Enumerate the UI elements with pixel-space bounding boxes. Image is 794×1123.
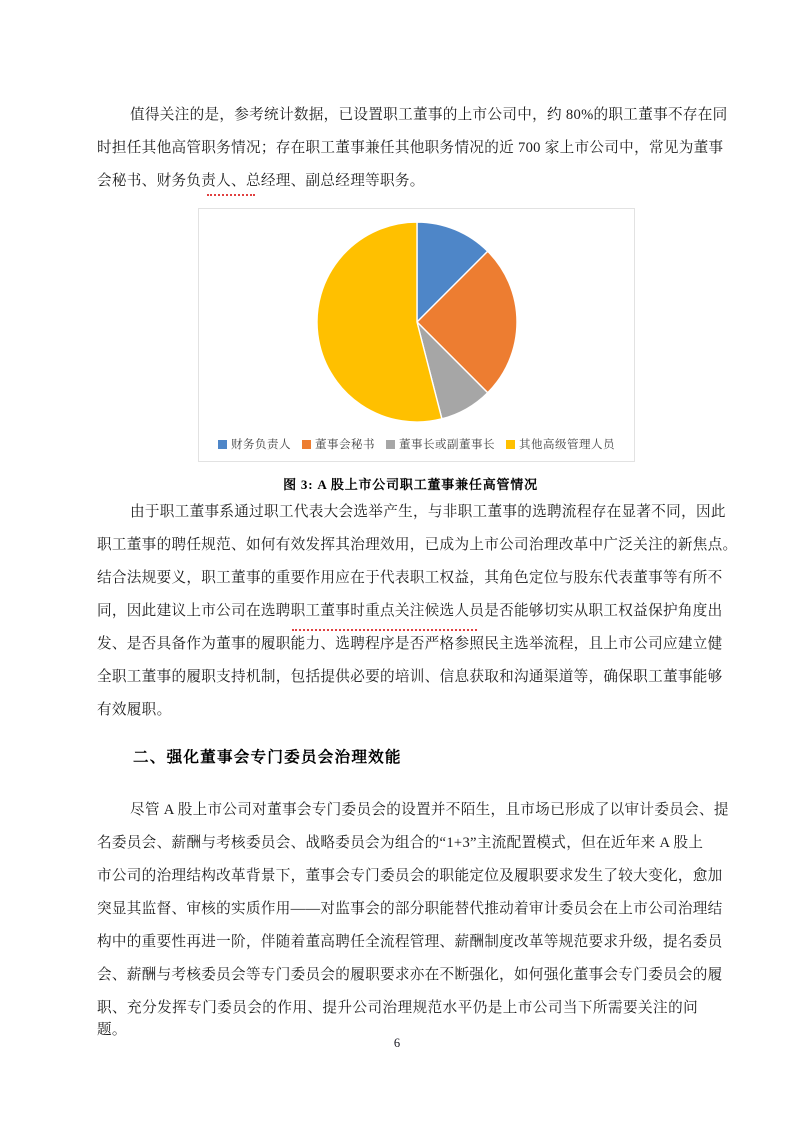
text-line: 发、是否具备作为董事的履职能力、选聘程序是否严格参照民主选举流程，且上市公司应建立健 bbox=[97, 636, 723, 652]
paragraph-special-committees bbox=[97, 799, 729, 1038]
text-line: 时担任其他高管职务情况；存在职工董事兼任其他职务情况的近 700 家上市公司中，常见为董事 bbox=[97, 140, 724, 156]
text-line: 会秘书、财务负责人、总经理、副总经理等职务。 bbox=[97, 173, 425, 189]
text-line: 突显其监督、审核的实质作用——对监事会的部分职能替代推动着审计委员会在上市公司治理结 bbox=[97, 901, 723, 917]
legend-swatch-gray-icon bbox=[386, 440, 395, 449]
chart-legend bbox=[199, 436, 634, 452]
page-number: 6 bbox=[393, 1036, 401, 1050]
text-line: 职工董事的聘任规范、如何有效发挥其治理效用，已成为上市公司治理改革中广泛关注的新焦点。 bbox=[97, 537, 738, 553]
text-line: 名委员会、薪酬与考核委员会、战略委员会为组合的“1+3”主流配置模式，但在近年来 A 股上 bbox=[97, 835, 704, 851]
text-line: 尽管 A 股上市公司对董事会专门委员会的设置并不陌生，且市场已形成了以审计委员会、提 bbox=[130, 802, 729, 818]
legend-label: 财务负责人 bbox=[231, 439, 291, 451]
paragraph-worker-director-stats bbox=[97, 104, 728, 203]
text-line: 会、薪酬与考核委员会等专门委员会的履职要求亦在不断强化，如何强化董事会专门委员会的履 bbox=[97, 967, 723, 983]
text-line: 结合法规要义，职工董事的重要作用应在于代表职工权益，其角色定位与股东代表董事等有所不 bbox=[97, 570, 723, 586]
paragraph-worker-director-governance bbox=[97, 501, 738, 732]
text-line: 职、充分发挥专门委员会的作用、提升公司治理规范水平仍是上市公司当下所需要关注的问题。 bbox=[97, 1000, 698, 1038]
figure-pie-chart-box bbox=[198, 208, 635, 462]
text-line: 构中的重要性再进一阶，伴随着董高聘任全流程管理、薪酬制度改革等规范要求升级，提名委员 bbox=[97, 934, 723, 950]
legend-item bbox=[218, 436, 291, 452]
legend-item bbox=[506, 436, 615, 452]
section-heading: 二、强化董事会专门委员会治理效能 bbox=[133, 749, 402, 766]
legend-item bbox=[386, 436, 495, 452]
legend-label: 其他高级管理人员 bbox=[519, 439, 615, 451]
legend-swatch-orange-icon bbox=[302, 440, 311, 449]
proofing-underline bbox=[207, 194, 255, 196]
legend-swatch-yellow-icon bbox=[506, 440, 515, 449]
legend-label: 董事会秘书 bbox=[315, 439, 375, 451]
text-line: 全职工董事的履职支持机制，包括提供必要的培训、信息获取和沟通渠道等，确保职工董事能够 bbox=[97, 669, 723, 685]
legend-item bbox=[302, 436, 375, 452]
text-line: 市公司的治理结构改革背景下，董事会专门委员会的职能定位及履职要求发生了较大变化，愈加 bbox=[97, 868, 723, 884]
legend-label: 董事长或副董事长 bbox=[399, 439, 495, 451]
text-line: 由于职工董事系通过职工代表大会选举产生，与非职工董事的选聘流程存在显著不同，因此 bbox=[130, 504, 726, 520]
text-line: 有效履职。 bbox=[97, 702, 172, 718]
text-line: 同，因此建议上市公司在选聘职工董事时重点关注候选人员是否能够切实从职工权益保护角度出 bbox=[97, 603, 723, 619]
pie-chart-svg bbox=[315, 220, 519, 424]
pie-chart bbox=[315, 220, 519, 424]
figure-caption: 图 3: A 股上市公司职工董事兼任高管情况 bbox=[283, 477, 538, 492]
legend-swatch-blue-icon bbox=[218, 440, 227, 449]
text-line: 值得关注的是，参考统计数据，已设置职工董事的上市公司中，约 80%的职工董事不存在同 bbox=[130, 107, 728, 123]
